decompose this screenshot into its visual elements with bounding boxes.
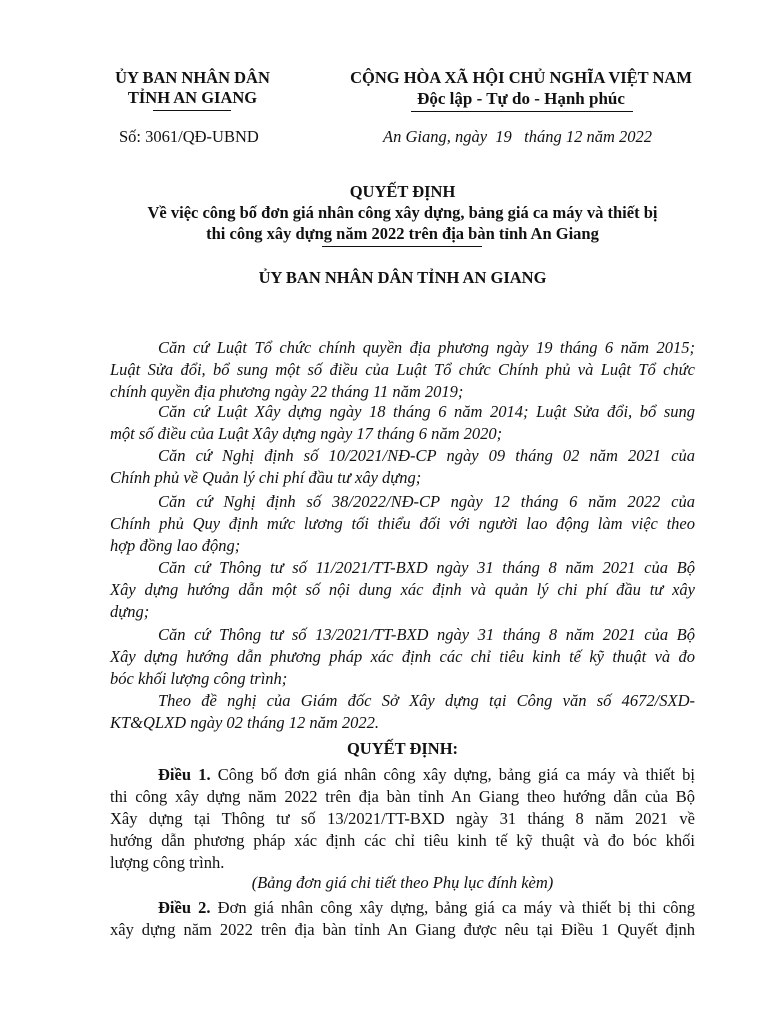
article-line: thi công xây dựng năm 2022 trên địa bàn tỉnh An Giang theo hướng dẫn của Bộ <box>110 787 695 806</box>
appendix-note: (Bảng đơn giá chi tiết theo Phụ lục đính kèm) <box>251 873 554 892</box>
basis-line: dựng; <box>110 602 150 621</box>
issuing-org-line2: TỈNH AN GIANG <box>127 88 258 107</box>
basis-line: KT&QLXD ngày 02 tháng 12 năm 2022. <box>110 713 380 732</box>
article-line: Công bố đơn giá nhân công xây dựng, bảng giá ca máy và thiết bị <box>210 765 695 784</box>
basis-line: hợp đồng lao động; <box>110 536 241 555</box>
legal-basis-4 <box>110 491 695 557</box>
article-line: hướng dẫn phương pháp xác định các chỉ tiêu kinh tế kỹ thuật và đo bóc khối <box>110 831 695 850</box>
issuing-authority: ỦY BAN NHÂN DÂN TỈNH AN GIANG <box>258 268 547 287</box>
basis-line: Căn cứ Luật Tổ chức chính quyền địa phương ngày 19 tháng 6 năm 2015; <box>158 338 695 357</box>
article-line: Đơn giá nhân công xây dựng, bảng giá ca máy và thiết bị thi công <box>210 898 696 917</box>
basis-line: Chính phủ về Quản lý chi phí đầu tư xây dựng; <box>110 468 422 487</box>
basis-line: Luật Sửa đổi, bổ sung một số điều của Luật Tổ chức Chính phủ và Luật Tổ chức <box>110 360 695 379</box>
basis-line: bóc khối lượng công trình; <box>110 669 288 688</box>
legal-basis-3 <box>110 445 695 489</box>
basis-line: Xây dựng hướng dẫn phương pháp xác định các chỉ tiêu kinh tế kỹ thuật và đo <box>110 647 695 666</box>
basis-line: Xây dựng hướng dẫn một số nội dung xác định và quản lý chi phí đầu tư xây <box>110 580 695 599</box>
proposal-basis <box>110 690 695 734</box>
basis-line: Căn cứ Thông tư số 11/2021/TT-BXD ngày 31 tháng 8 năm 2021 của Bộ <box>158 558 695 577</box>
basis-line: Căn cứ Luật Xây dựng ngày 18 tháng 6 năm 2014; Luật Sửa đổi, bổ sung <box>158 402 695 421</box>
basis-line: một số điều của Luật Xây dựng ngày 17 tháng 6 năm 2020; <box>110 424 503 443</box>
org-underline <box>153 110 231 111</box>
article-2 <box>110 897 695 941</box>
article-line: xây dựng năm 2022 trên địa bàn tỉnh An Giang được nêu tại Điều 1 Quyết định <box>110 920 695 939</box>
decision-title: QUYẾT ĐỊNH <box>349 182 456 201</box>
subject-underline <box>322 246 482 247</box>
basis-line: chính quyền địa phương ngày 22 tháng 11 năm 2019; <box>110 382 464 401</box>
legal-basis-2 <box>110 401 695 445</box>
article-line: Xây dựng tại Thông tư số 13/2021/TT-BXD ngày 31 tháng 8 năm 2021 về <box>110 809 695 828</box>
legal-basis-6 <box>110 624 695 690</box>
article-2-label: Điều 2. <box>158 898 211 917</box>
motto-underline <box>411 111 633 112</box>
legal-basis-5 <box>110 557 695 623</box>
decision-heading: QUYẾT ĐỊNH: <box>346 739 459 758</box>
nation-title: CỘNG HÒA XÃ HỘI CHỦ NGHĨA VIỆT NAM <box>350 68 692 87</box>
decision-subject-line1: Về việc công bố đơn giá nhân công xây dựng, bảng giá ca máy và thiết bị <box>147 203 658 222</box>
place-date: An Giang, ngày 19 tháng 12 năm 2022 <box>383 127 653 146</box>
article-1 <box>110 764 695 874</box>
legal-basis-1 <box>110 337 695 403</box>
document-number: Số: 3061/QĐ-UBND <box>119 127 259 146</box>
nation-motto: Độc lập - Tự do - Hạnh phúc <box>417 89 625 108</box>
issuing-org-line1: ỦY BAN NHÂN DÂN <box>115 68 270 87</box>
basis-line: Căn cứ Nghị định số 38/2022/NĐ-CP ngày 12 tháng 6 năm 2022 của <box>158 492 695 511</box>
basis-line: Căn cứ Nghị định số 10/2021/NĐ-CP ngày 09 tháng 02 năm 2021 của <box>158 446 695 465</box>
decision-subject-line2: thi công xây dựng năm 2022 trên địa bàn tỉnh An Giang <box>206 224 599 243</box>
basis-line: Chính phủ Quy định mức lương tối thiểu đối với người lao động làm việc theo <box>110 514 695 533</box>
basis-line: Theo đề nghị của Giám đốc Sở Xây dựng tại Công văn số 4672/SXD- <box>158 691 695 710</box>
article-line: lượng công trình. <box>110 853 225 872</box>
basis-line: Căn cứ Thông tư số 13/2021/TT-BXD ngày 31 tháng 8 năm 2021 của Bộ <box>158 625 695 644</box>
article-1-label: Điều 1. <box>158 765 211 784</box>
